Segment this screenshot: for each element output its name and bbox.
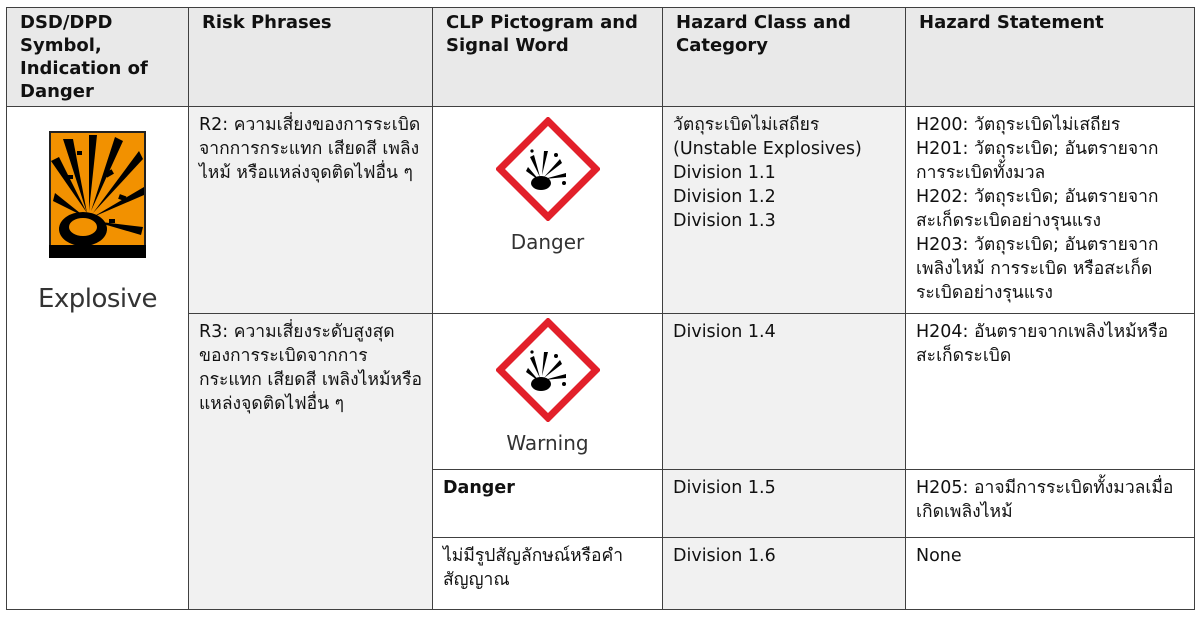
hazard-class-item: Division 1.3 [673, 211, 776, 231]
clp-pictogram-cell-danger [433, 107, 663, 314]
exploding-bomb-pictogram-icon [496, 117, 600, 221]
exploding-bomb-pictogram-icon [496, 318, 600, 422]
header-row [7, 8, 1195, 107]
risk-phrase-r2: R2: ความเสี่ยงของการระเบิดจากการกระแทก เสียดสี เพลิงไหม้ หรือแหล่งจุดติดไฟอื่น ๆ [189, 107, 433, 314]
hazard-class-item: วัตถุระเบิดไม่เสถียร [673, 115, 820, 135]
risk-phrase-r3: R3: ความเสี่ยงระดับสูงสุดของการระเบิดจากการกระแทก เสียดสี เพลิงไหม้หรือแหล่งจุดติดไฟอื่น ๆ [189, 314, 433, 610]
hazard-class-row4: Division 1.6 [663, 538, 906, 610]
hazard-statement-row1 [906, 107, 1195, 314]
explosive-label: Explosive [37, 284, 158, 314]
signal-word-warning: Warning [506, 431, 589, 455]
hazard-table-wrapper [6, 7, 1195, 610]
header-hazard-class: Hazard Class and Category [663, 8, 906, 107]
header-hazard-statement: Hazard Statement [906, 8, 1195, 107]
hazard-statement-item: H201: วัตถุระเบิด; อันตรายจากการระเบิดทั้งมวล [916, 139, 1159, 183]
hazard-class-row1 [663, 107, 906, 314]
hazard-classification-table [6, 7, 1195, 610]
hazard-class-item: Division 1.1 [673, 163, 776, 183]
dsd-symbol-cell [7, 107, 189, 610]
header-risk-phrases: Risk Phrases [189, 8, 433, 107]
header-symbol: DSD/DPD Symbol, Indication of Danger [7, 8, 189, 107]
clp-pictogram-cell-warning [433, 314, 663, 470]
hazard-statement-item: H203: วัตถุระเบิด; อันตรายจากเพลิงไหม้ การระเบิด หรือสะเก็ดระเบิดอย่างรุนแรง [916, 235, 1159, 303]
hazard-class-row2: Division 1.4 [663, 314, 906, 470]
hazard-class-item: Division 1.2 [673, 187, 776, 207]
table-row [7, 107, 1195, 314]
clp-no-pictogram: ไม่มีรูปสัญลักษณ์หรือคำสัญญาณ [433, 538, 663, 610]
hazard-class-item: (Unstable Explosives) [673, 139, 862, 159]
signal-word-danger: Danger [510, 230, 585, 254]
hazard-statement-item: H200: วัตถุระเบิดไม่เสถียร [916, 115, 1121, 135]
hazard-statement-row3: H205: อาจมีการระเบิดทั้งมวลเมื่อเกิดเพลิงไหม้ [906, 470, 1195, 538]
hazard-class-row3: Division 1.5 [663, 470, 906, 538]
hazard-statement-item: H202: วัตถุระเบิด; อันตรายจากสะเก็ดระเบิดอย่างรุนแรง [916, 187, 1159, 231]
header-clp-pictogram: CLP Pictogram and Signal Word [433, 8, 663, 107]
hazard-statement-row2: H204: อันตรายจากเพลิงไหม้หรือสะเก็ดระเบิด [906, 314, 1195, 470]
hazard-statement-row4: None [906, 538, 1195, 610]
clp-signal-danger-no-pictogram: Danger [433, 470, 663, 538]
explosive-symbol-icon [49, 131, 146, 258]
